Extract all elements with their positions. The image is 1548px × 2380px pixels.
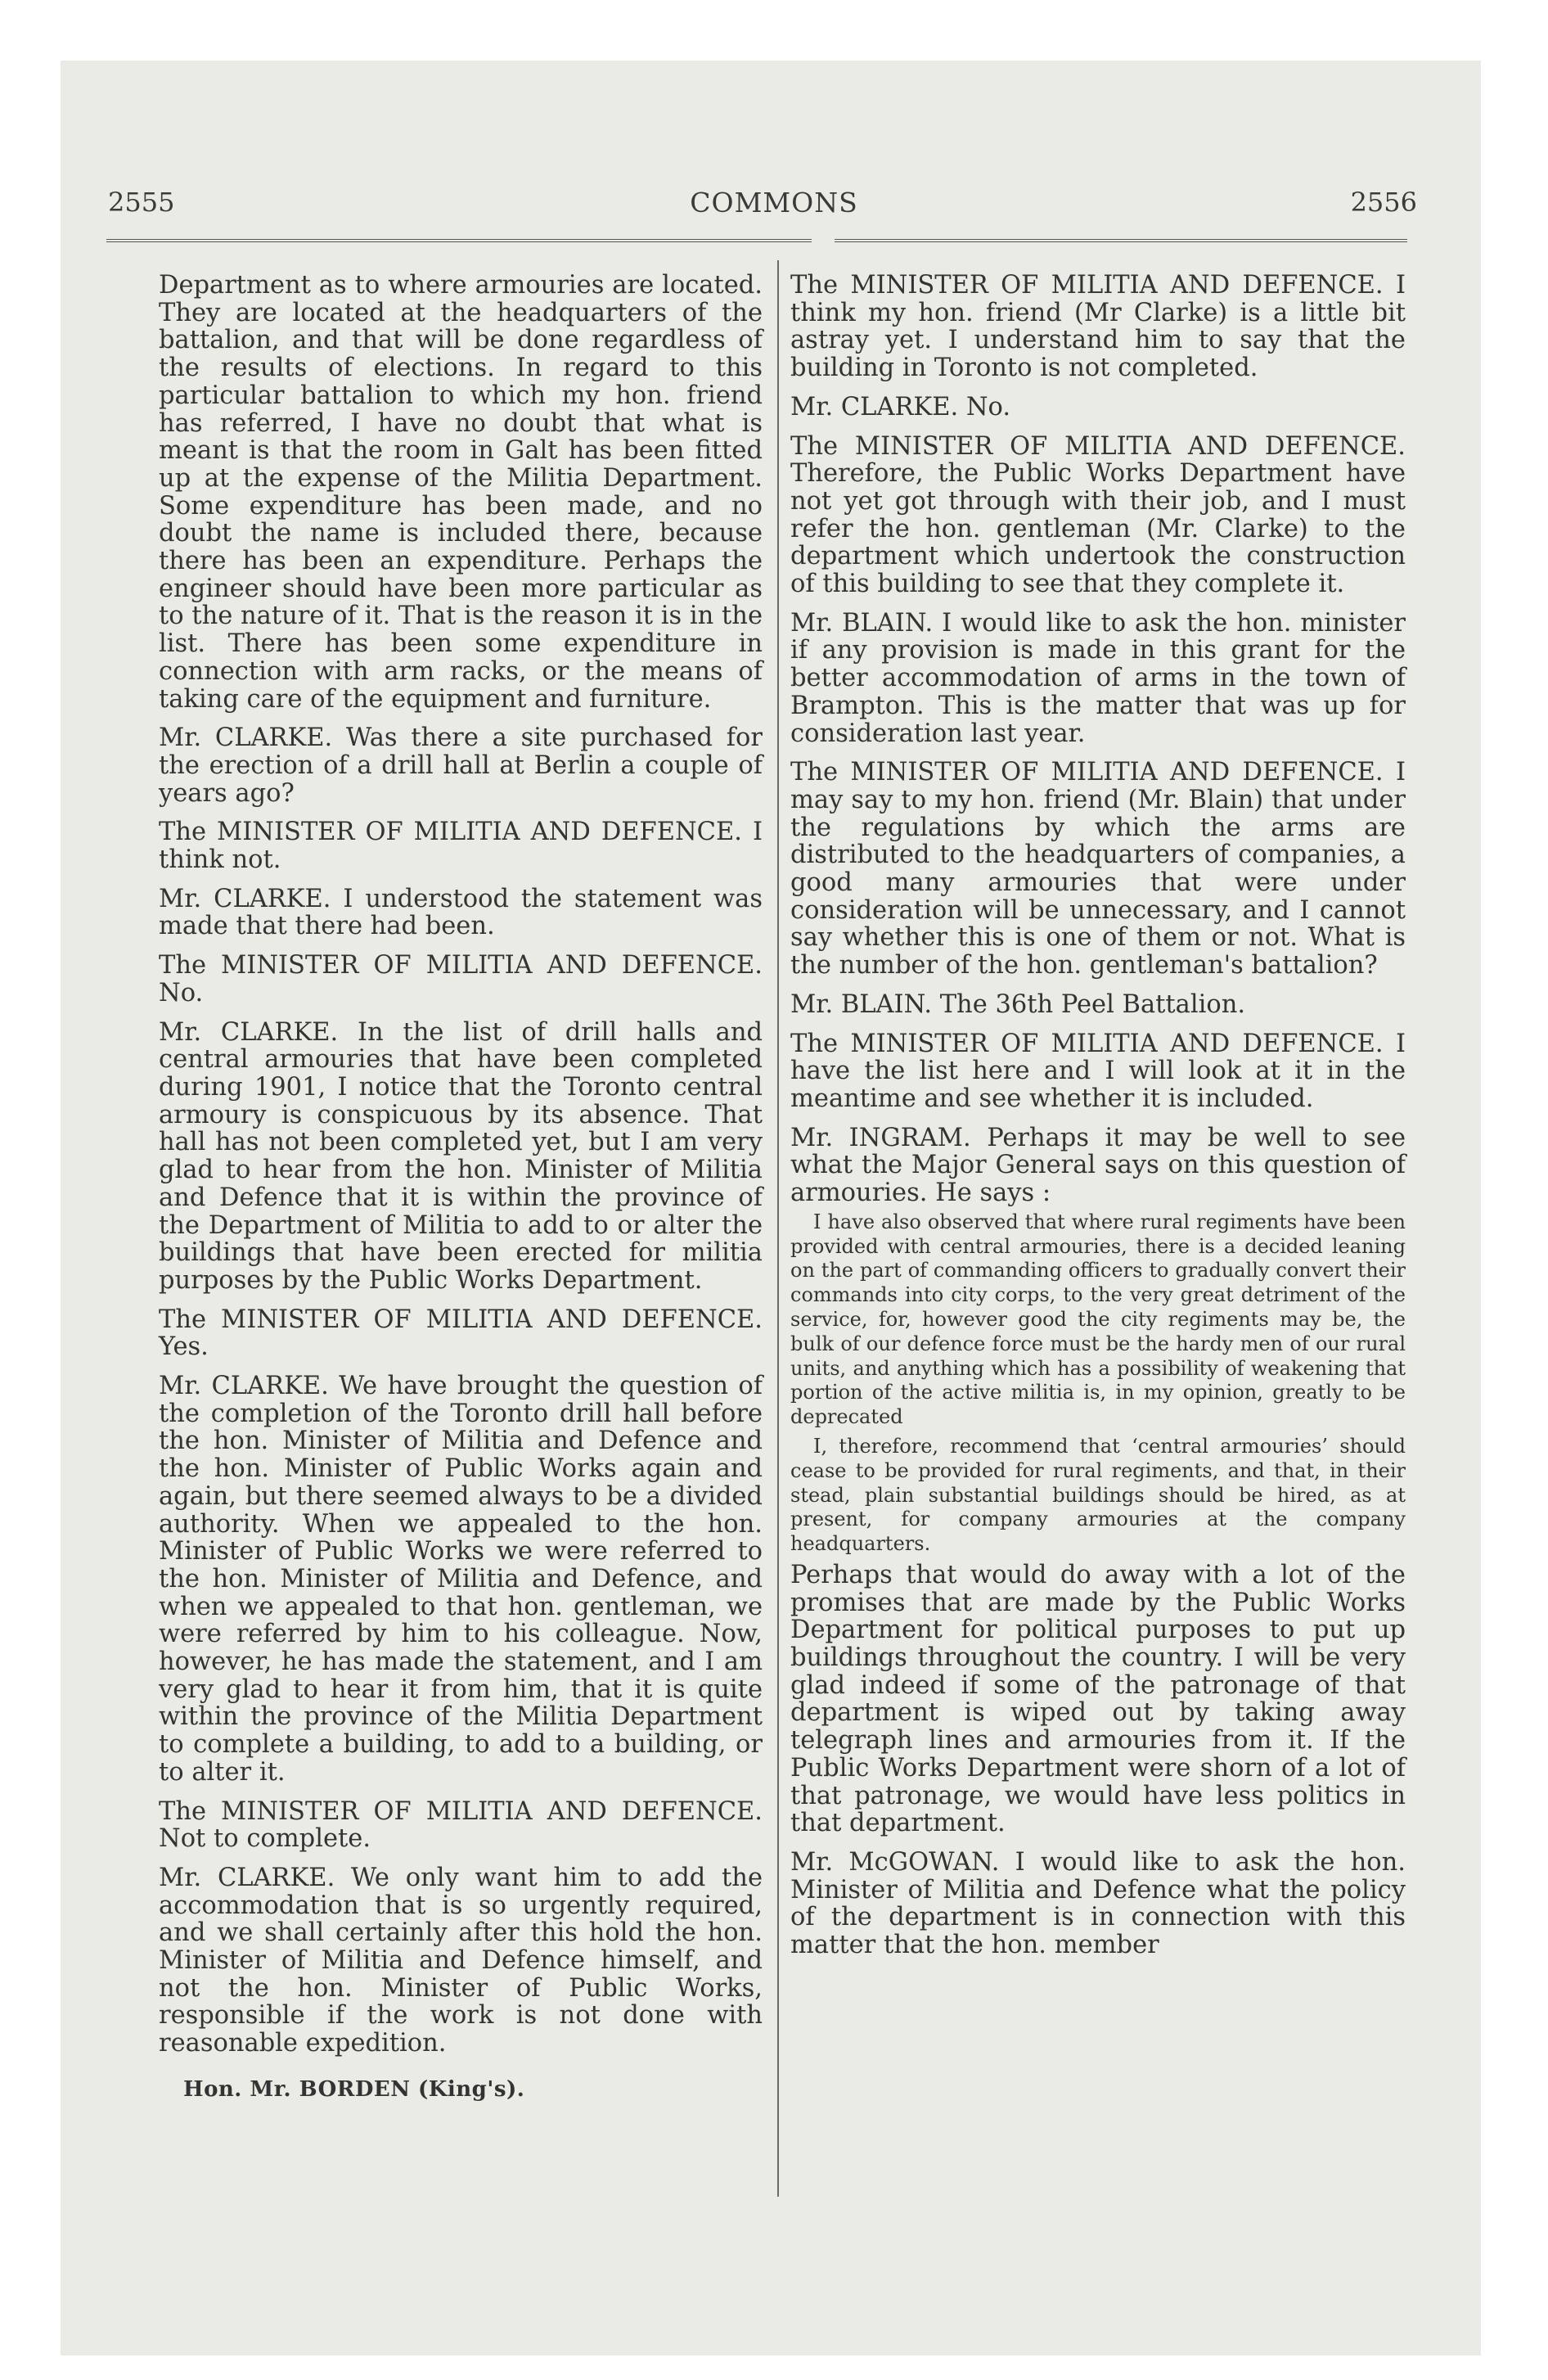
page-footer: Hon. Mr. BORDEN (King's). [183, 2076, 525, 2102]
paragraph: Mr. CLARKE. In the list of drill halls and central armouries that have been completed during 1901, I notice that the Toronto central armoury is conspicuous by its absence. That hall has not been completed yet, but I am very glad to hear from the hon. Minister of Militia and Defence that it is within the province of the Department of Militia to add to or alter the buildings that have been erected for militia purposes by the Public Works Department. [159, 1017, 763, 1295]
paragraph: The MINISTER OF MILITIA AND DEFENCE. No. [159, 951, 763, 1007]
paragraph: Mr. CLARKE. We have brought the question of the completion of the Toronto drill hall before the hon. Minister of Militia and Defence and the hon. Minister of Public Works again and again, but there seemed always to be a divided authority. When we appealed to the hon. Minister of Public Works we were referred to the hon. Minister of Militia and Defence, and when we appealed to that hon. gentleman, we were referred by him to his colleague. Now, however, he has made the statement, and I am very glad to hear it from him, that it is quite within the province of the Militia Department to complete a building, to add to a building, or to alter it. [159, 1372, 763, 1787]
header-rule-left [106, 239, 812, 242]
paragraph: Mr. CLARKE. No. [790, 392, 1011, 421]
running-head: COMMONS [690, 187, 858, 219]
block-quote: I have also observed that where rural regiments have been provided with central armouries, there is a decided leaning on the part of commanding officers to gradually convert their commands into city corps, to the very great detriment of the service, for, however good the city regiments may be, the bulk of our defence force must be the hardy men of our rural units, and anything which has a possibility of weakening that portion of the active militia is, in my opinion, greatly to be deprecated [790, 1210, 1406, 1429]
paragraph: The MINISTER OF MILITIA AND DEFENCE. Therefore, the Public Works Department have not yet got through with their job, and I must refer the hon. gentleman (Mr. Clarke) to the department which undertook the construction of this building to see that they complete it. [790, 431, 1406, 599]
paragraph: Mr. McGOWAN. I would like to ask the hon. Minister of Militia and Defence what the policy of the department is in connection with this matter that the hon. member [790, 1847, 1406, 1960]
paragraph: Mr. CLARKE. Was there a site purchased for the erection of a drill hall at Berlin a couple of years ago? [159, 723, 763, 808]
paragraph: The MINISTER OF MILITIA AND DEFENCE. Not to complete. [159, 1796, 763, 1854]
paragraph: The MINISTER OF MILITIA AND DEFENCE. I have the list here and I will look at it in the meantime and see whether it is included. [790, 1029, 1406, 1113]
column-divider [777, 260, 779, 2197]
paragraph: The MINISTER OF MILITIA AND DEFENCE. I think my hon. friend (Mr Clarke) is a little bit astray yet. I understand him to say that the building in Toronto is not completed. [790, 271, 1406, 383]
page-number-left: 2555 [108, 187, 175, 218]
left-column [159, 272, 763, 2102]
paragraph: The MINISTER OF MILITIA AND DEFENCE. I may say to my hon. friend (Mr. Blain) that under the regulations by which the arms are distributed to the headquarters of companies, a good many armouries that were under consideration will be unnecessary, and I cannot say whether this is one of them or not. What is the number of the hon. gentleman's battalion? [790, 758, 1406, 980]
header-rule-right [835, 239, 1407, 242]
block-quote: I, therefore, recommend that ‘central armouries’ should cease to be provided for rural regiments, and that, in their stead, plain substantial buildings should be hired, as at present, for company armouries at the company headquarters. [790, 1434, 1406, 1556]
paragraph: Mr. CLARKE. I understood the statement was made that there had been. [159, 884, 763, 941]
page-number-right: 2556 [1350, 187, 1417, 218]
paragraph: Mr. BLAIN. The 36th Peel Battalion. [790, 989, 1246, 1019]
right-column [790, 272, 1406, 1971]
paragraph: Mr. BLAIN. I would like to ask the hon. minister if any provision is made in this grant for the better accommodation of arms in the town of Brampton. This is the matter that was up for consideration last year. [790, 608, 1406, 748]
paragraph: Mr. CLARKE. We only want him to add the accommodation that is so urgently required, and we shall certainly after this hold the hon. Minister of Militia and Defence himself, and not the hon. Minister of Public Works, responsible if the work is not done with reasonable expedition. [159, 1863, 763, 2058]
paragraph: The MINISTER OF MILITIA AND DEFENCE. Yes. [159, 1305, 763, 1362]
paragraph: Perhaps that would do away with a lot of the promises that are made by the Public Works Department for political purposes to put up buildings throughout the country. I will be very glad indeed if some of the patronage of that department is wiped out by taking away telegraph lines and armouries from it. If the Public Works Department were shorn of a lot of that patronage, we would have less politics in that department. [790, 1560, 1406, 1838]
paragraph: Department as to where armouries are located. They are located at the headquarters of the battalion, and that will be done regardless of the results of elections. In regard to this particular battalion to which my hon. friend has referred, I have no doubt that what is meant is that the room in Galt has been fitted up at the expense of the Militia Department. Some expenditure has been made, and no doubt the name is included there, because there has been an expenditure. Perhaps the engineer should have been more particular as to the nature of it. That is the reason it is in the list. There has been some expenditure in connection with arm racks, or the means of taking care of the equipment and furniture. [159, 271, 763, 714]
paragraph: The MINISTER OF MILITIA AND DEFENCE. I think not. [159, 818, 763, 875]
paragraph: Mr. INGRAM. Perhaps it may be well to see what the Major General says on this question of armouries. He says : [790, 1123, 1406, 1208]
